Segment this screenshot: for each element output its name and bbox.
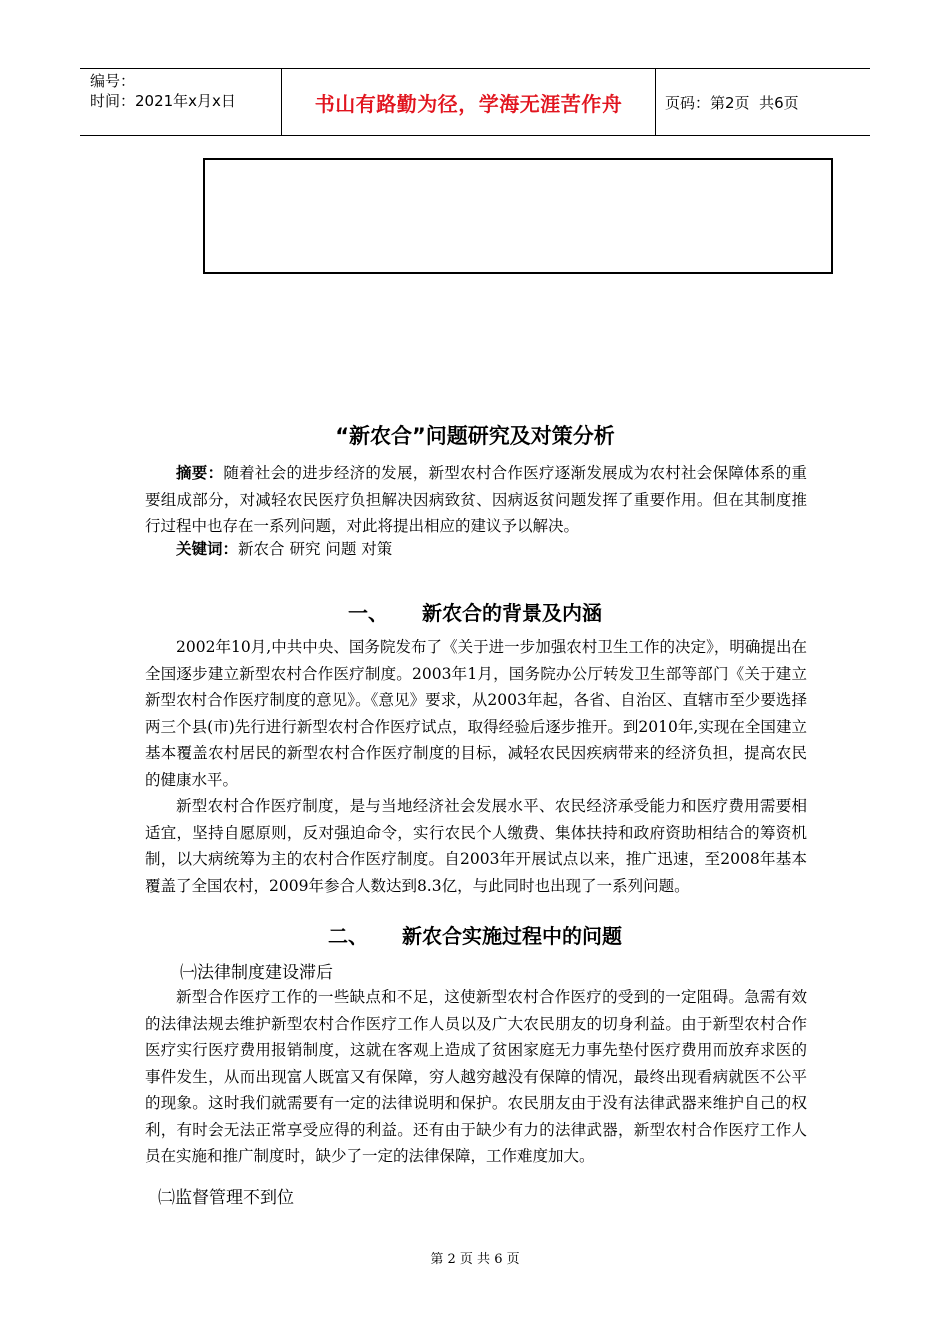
section-title: 新农合实施过程中的问题 [402,924,622,948]
section-heading-1 [0,597,950,626]
keywords [145,536,807,563]
empty-text-frame [203,158,833,274]
section-heading-2 [0,920,950,949]
abstract-text: 随着社会的进步经济的发展，新型农村合作医疗逐渐发展成为农村社会保障体系的重要组成部分，对减轻农民医疗负担解决因病致贫、因病返贫问题发挥了重要作用。但在其制度推行过程中也存在一系列问题，对此将提出相应的建议予以解决。 [145,464,807,535]
abstract-label: 摘要： [176,464,224,482]
paragraph: 新型农村合作医疗制度，是与当地经济社会发展水平、农民经济承受能力和医疗费用需要相适宜，坚持自愿原则，反对强迫命令，实行农民个人缴费、集体扶持和政府资助相结合的筹资机制，以大病统筹为主的农村合作医疗制度。自2003年开展试点以来，推广迅速，至2008年基本覆盖了全国农村，2009年参合人数达到8.3亿，与此同时也出现了一系列问题。 [145,797,807,895]
header-date-label: 时间：2021年x月x日 [90,92,236,110]
section-number: 二、 [328,924,368,948]
header-page-info-text: 页码：第2页 共6页 [665,93,799,112]
paragraph: 2002年10月,中共中央、国务院发布了《关于进一步加强农村卫生工作的决定》，明确提出在全国逐步建立新型农村合作医疗制度。2003年1月，国务院办公厅转发卫生部等部门《关于建立新型农村合作医疗制度的意见》。《意见》要求，从2003年起，各省、自治区、直辖市至少要选择两三个县(市)先行进行新型农村合作医疗试点，取得经验后逐步推开。到2010年,实现在全国建立基本覆盖农村居民的新型农村合作医疗制度的目标，减轻农民因疾病带来的经济负担，提高农民的健康水平。 [145,638,807,789]
header-motto [281,69,656,135]
header-motto-text: 书山有路勤为径，学海无涯苦作舟 [314,91,623,116]
header-meta [90,71,236,111]
abstract [145,460,807,540]
subsection-heading: ㈠法律制度建设滞后 [180,963,333,983]
keywords-text: 新农合 研究 问题 对策 [238,540,393,558]
subsection-heading: ㈡监督管理不到位 [158,1188,294,1208]
header-number-label: 编号： [90,72,136,90]
section-title: 新农合的背景及内涵 [422,601,602,625]
subsection-1-body [145,984,807,1170]
page-header [80,68,870,136]
section-number: 一、 [348,601,388,625]
paragraph: 新型合作医疗工作的一些缺点和不足，这使新型农村合作医疗的受到的一定阻碍。急需有效的法律法规去维护新型农村合作医疗工作人员以及广大农民朋友的切身利益。由于新型农村合作医疗实行医疗费用报销制度，这就在客观上造成了贫困家庭无力事先垫付医疗费用而放弃求医的事件发生，从而出现富人既富又有保障，穷人越穷越没有保障的情况，最终出现看病就医不公平的现象。这时我们就需要有一定的法律说明和保护。农民朋友由于没有法律武器来维护自己的权利，有时会无法正常享受应得的利益。还有由于缺少有力的法律武器，新型农村合作医疗工作人员在实施和推广制度时，缺少了一定的法律保障，工作难度加大。 [145,988,807,1165]
header-page-info [665,69,799,135]
section-1-body [145,634,807,899]
keywords-label: 关键词： [176,540,239,558]
page-footer: 第 2 页 共 6 页 [430,1252,520,1267]
document-title: “新农合”问题研究及对策分析 [335,424,615,448]
